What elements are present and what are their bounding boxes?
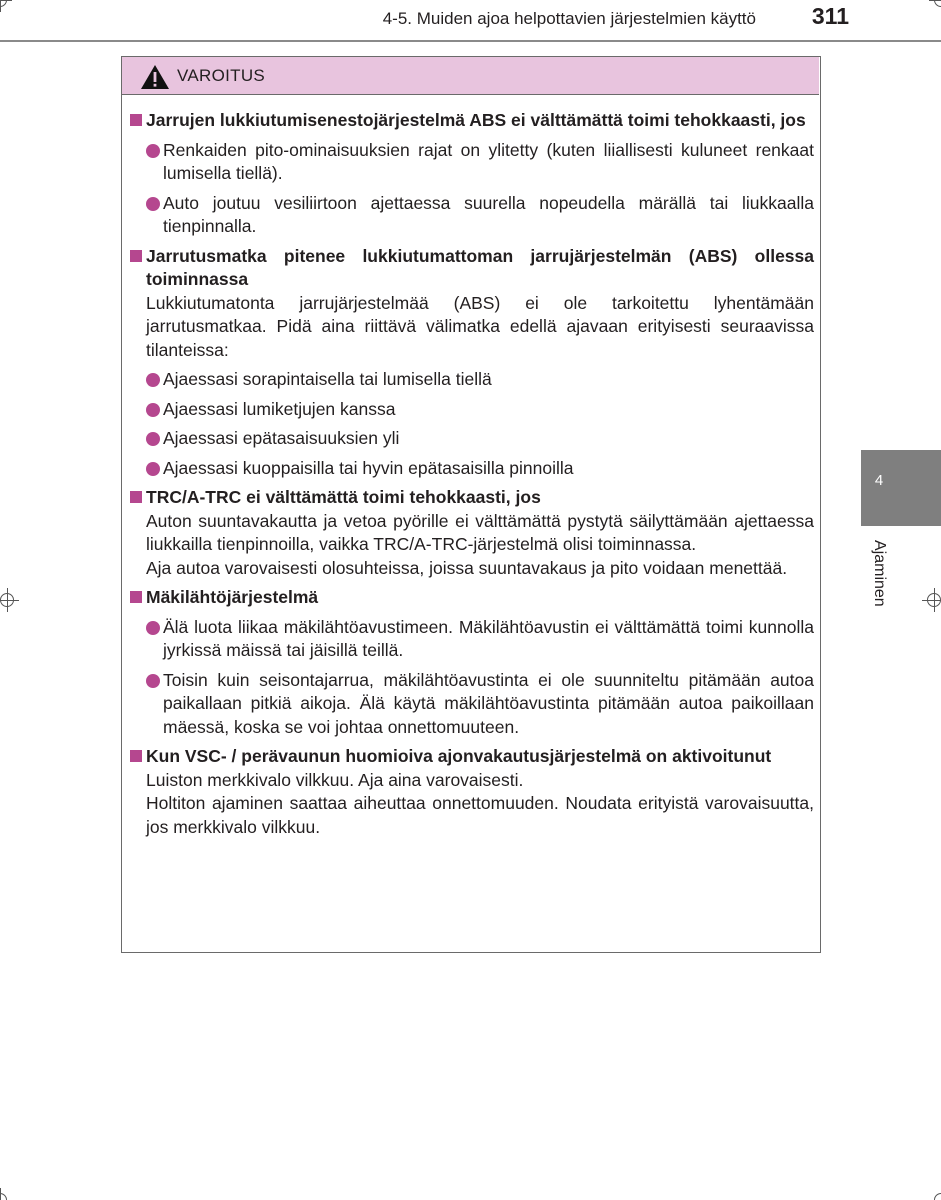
registration-mark-mid-left — [0, 588, 19, 612]
bullet-item — [130, 669, 814, 740]
chapter-number: 4 — [874, 472, 884, 489]
bullet-text: Ajaessasi lumiketjujen kanssa — [163, 398, 396, 419]
running-header-title: 4-5. Muiden ajoa helpottavien järjestelmien käyttö — [382, 9, 756, 28]
registration-mark-top-left — [0, 0, 12, 12]
square-bullet-icon — [130, 491, 142, 503]
bullet-item — [130, 368, 814, 392]
bullet-text: Ajaessasi kuoppaisilla tai hyvin epätasaisilla pinnoilla — [163, 457, 574, 478]
warning-section — [130, 486, 814, 580]
bullet-item — [130, 427, 814, 451]
bullet-item — [130, 616, 814, 663]
section-heading — [130, 586, 814, 610]
section-heading — [130, 745, 814, 769]
bullet-text: Renkaiden pito-ominaisuuksien rajat on ylitetty (kuten liiallisesti kuluneet renkaat lumisella tiellä). — [163, 139, 814, 183]
round-bullet-icon — [146, 197, 160, 211]
header-rule — [0, 40, 941, 42]
bullet-item — [130, 398, 814, 422]
registration-mark-bottom-right — [929, 1188, 941, 1200]
registration-mark-mid-right — [922, 588, 941, 612]
section-heading-text: Jarrutusmatka pitenee lukkiutumattoman jarrujärjestelmän (ABS) ollessa toiminnassa — [146, 245, 814, 289]
bullet-text: Ajaessasi epätasaisuuksien yli — [163, 428, 400, 448]
square-bullet-icon — [130, 114, 142, 126]
bullet-text: Ajaessasi sorapintaisella tai lumisella tiellä — [163, 369, 492, 389]
round-bullet-icon — [146, 144, 160, 158]
bullet-item — [130, 457, 814, 481]
square-bullet-icon — [130, 250, 142, 262]
warning-section — [130, 586, 814, 739]
warning-section — [130, 109, 814, 239]
round-bullet-icon — [146, 432, 160, 446]
registration-mark-bottom-left — [0, 1188, 12, 1200]
section-paragraph: Luiston merkkivalo vilkkuu. Aja aina varovaisesti. — [146, 769, 524, 790]
warning-content — [130, 109, 814, 845]
section-paragraph: Holtiton ajaminen saattaa aiheuttaa onnettomuuden. Noudata erityistä varovaisuutta, jos merkkivalo vilkkuu. — [146, 793, 814, 837]
round-bullet-icon — [146, 674, 160, 688]
section-heading-text: Kun VSC- / perävaunun huomioiva ajonvakautusjärjestelmä on aktivoitunut — [146, 746, 772, 766]
round-bullet-icon — [146, 462, 160, 476]
warning-label: VAROITUS — [177, 66, 266, 85]
chapter-label: Ajaminen — [871, 540, 888, 607]
chapter-tab — [861, 450, 941, 526]
round-bullet-icon — [146, 621, 160, 635]
page-number: 311 — [811, 3, 849, 29]
round-bullet-icon — [146, 373, 160, 387]
warning-box — [121, 56, 821, 953]
section-heading — [130, 245, 814, 292]
section-paragraph: Lukkiutumatonta jarrujärjestelmää (ABS) ei ole tarkoitettu lyhentämään jarrutusmatkaa. Pidä aina riittävä välimatka edellä ajavaan erityisesti seuraavissa tilanteissa: — [146, 292, 814, 360]
section-heading — [130, 486, 814, 510]
section-heading-text: Jarrujen lukkiutumisenestojärjestelmä ABS ei välttämättä toimi tehokkaasti, jos — [146, 110, 806, 130]
round-bullet-icon — [146, 403, 160, 417]
bullet-text: Toisin kuin seisontajarrua, mäkilähtöavustinta ei ole suunniteltu pitämään autoa paikallaan pitkiä aikoja. Älä käytä mäkilähtöavustinta pitämään autoa paikoillaan mäessä, koska se voi johtaa onnettomuuteen. — [163, 669, 814, 737]
bullet-item — [130, 139, 814, 186]
section-heading-text: TRC/A-TRC ei välttämättä toimi tehokkaasti, jos — [146, 487, 541, 507]
square-bullet-icon — [130, 750, 142, 762]
square-bullet-icon — [130, 591, 142, 603]
section-paragraph: Aja autoa varovaisesti olosuhteissa, joissa suuntavakaus ja pito voidaan menettää. — [146, 557, 788, 578]
warning-section — [130, 245, 814, 481]
warning-section — [130, 745, 814, 839]
section-heading — [130, 109, 814, 133]
bullet-text: Auto joutuu vesiliirtoon ajettaessa suurella nopeudella märällä tai liukkaalla tienpinnalla. — [163, 192, 814, 236]
warning-header — [122, 57, 819, 95]
section-paragraph: Auton suuntavakautta ja vetoa pyörille ei välttämättä pystytä säilyttämään ajettaessa liukkailla tienpinnoilla, vaikka TRC/A-TRC-järjestelmä olisi toiminnassa. — [146, 510, 814, 554]
bullet-text: Älä luota liikaa mäkilähtöavustimeen. Mäkilähtöavustin ei välttämättä toimi kunnolla jyrkissä mäissä tai jäisillä teillä. — [163, 616, 814, 660]
warning-triangle-icon — [140, 64, 170, 90]
bullet-item — [130, 192, 814, 239]
section-heading-text: Mäkilähtöjärjestelmä — [146, 587, 319, 607]
registration-mark-top-right — [929, 0, 941, 12]
chapter-label-container — [862, 540, 892, 620]
